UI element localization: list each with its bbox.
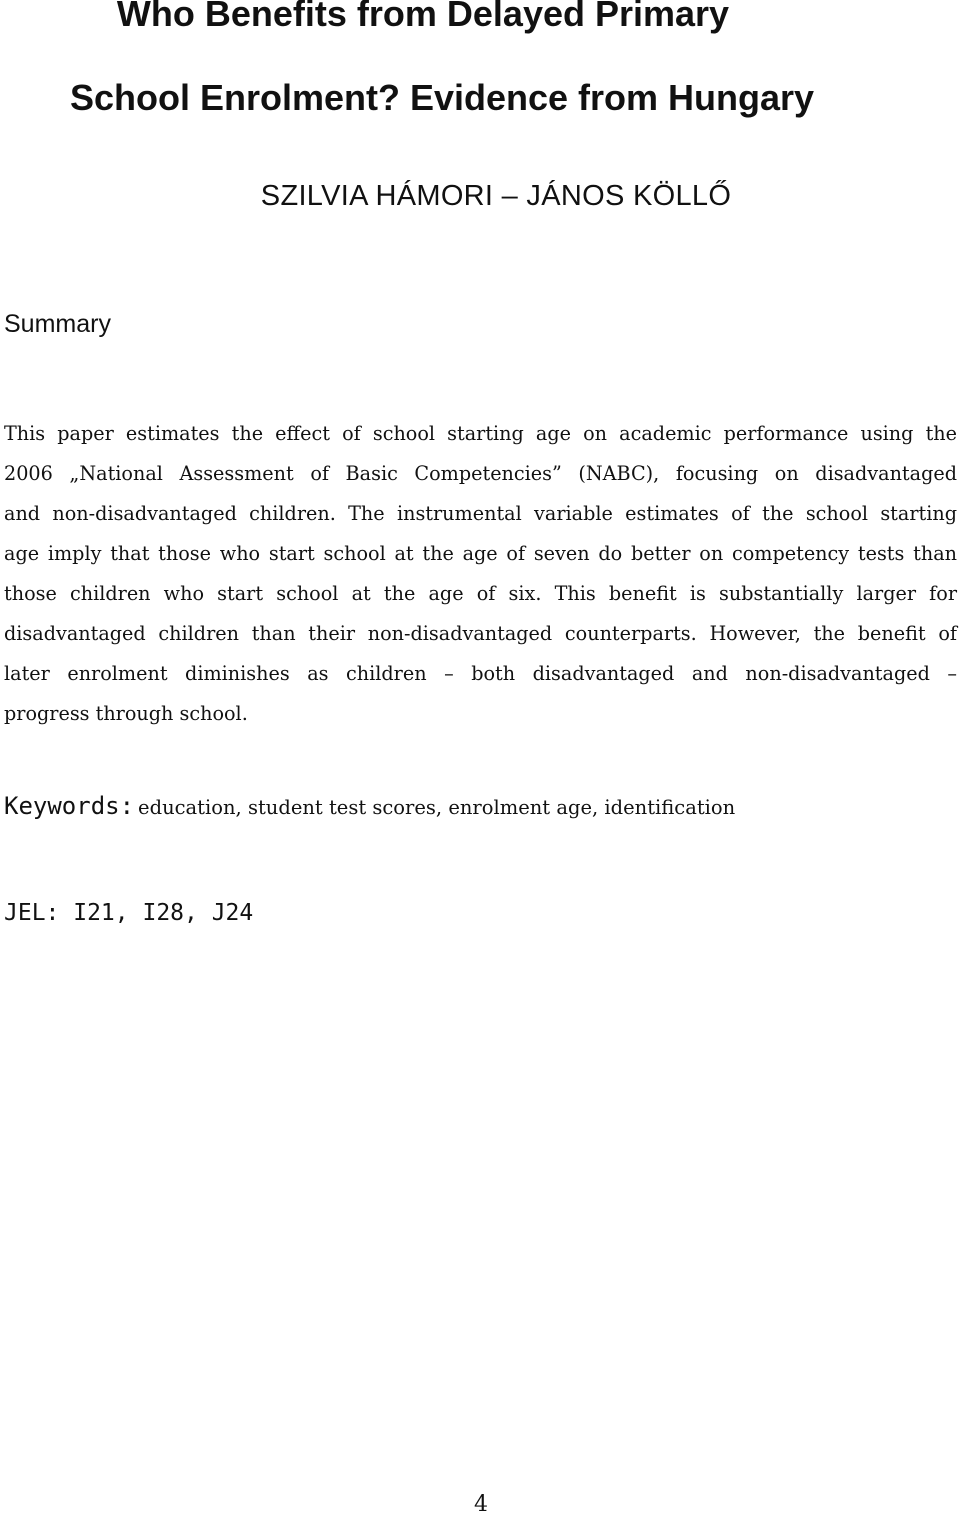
authors (0, 178, 960, 214)
jel-codes: JEL: I21, I28, J24 (4, 900, 254, 926)
abstract (4, 414, 957, 734)
abstract-line: progress through school. (4, 702, 248, 725)
abstract-line: and non-disadvantaged children. The instrumental variable estimates of the school starting (4, 502, 957, 525)
title-line-2: School Enrolment? Evidence from Hungary (69, 77, 815, 118)
abstract-line: This paper estimates the effect of school starting age on academic performance using the (4, 422, 957, 445)
abstract-line: disadvantaged children than their non-disadvantaged counterparts. However, the benefit of (4, 622, 957, 645)
summary-heading: Summary (4, 310, 111, 338)
abstract-line: age imply that those who start school at the age of seven do better on competency tests than (4, 542, 957, 565)
title-line-1: Who Benefits from Delayed Primary (116, 0, 730, 34)
abstract-line: those children who start school at the age of six. This benefit is substantially larger for (4, 582, 957, 605)
authors-text: SZILVIA HÁMORI – JÁNOS KÖLLŐ (260, 180, 732, 212)
abstract-line: later enrolment diminishes as children – both disadvantaged and non-disadvantaged – (4, 662, 957, 685)
keywords-text: education, student test scores, enrolment age, identification (138, 796, 736, 819)
abstract-line: 2006 „National Assessment of Basic Competencies” (NABC), focusing on disadvantaged (4, 462, 957, 485)
keywords-label: Keywords: (4, 792, 135, 820)
page-number (0, 1490, 960, 1520)
page-number-text: 4 (474, 1492, 488, 1517)
keywords (4, 788, 735, 828)
